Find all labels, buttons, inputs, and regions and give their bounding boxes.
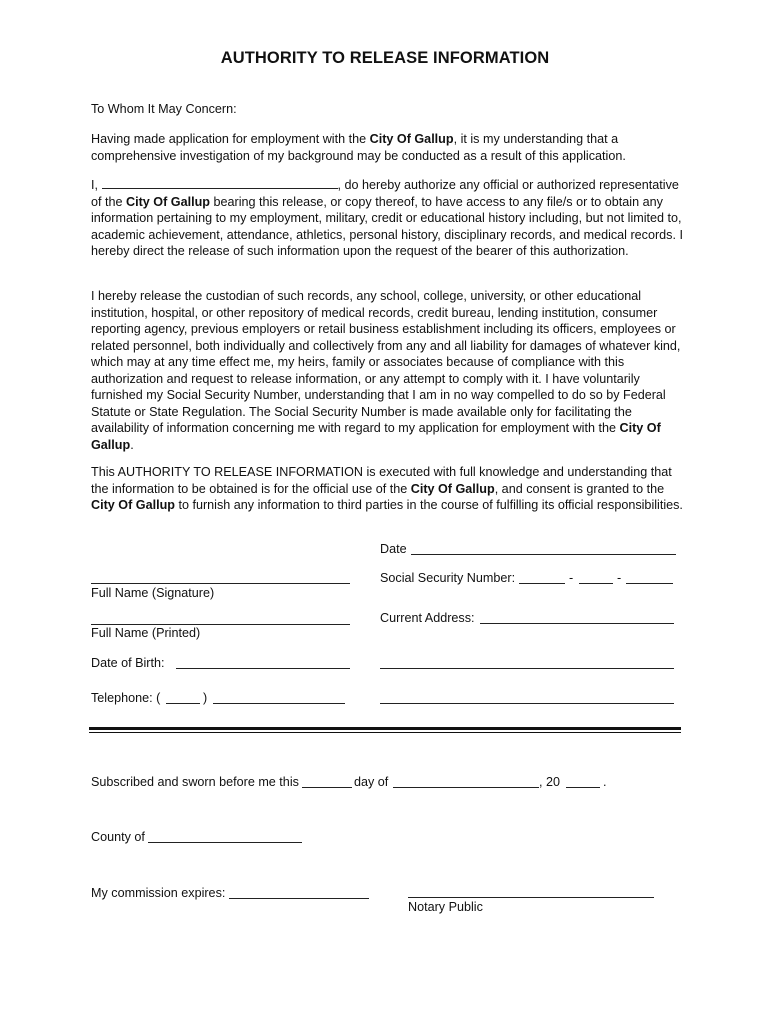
city-name: City Of Gallup [369,132,454,146]
notary-year-field[interactable] [566,787,600,788]
para4-text-pre: This AUTHORITY TO RELEASE INFORMATION is executed with full knowledge and understanding that the information to be obtained is for the official use of the [91,465,672,496]
address-line-2-field[interactable] [380,668,674,669]
signature-field[interactable] [91,583,350,584]
para3-text-pre: I hereby release the custodian of such records, any school, college, university, or other educational institution, hospital, or other repository of medical records, credit bureau, lending institution, consumer reporting agency, previous employers or retail business establishment including its officers, employees or related personnel, both individually and collectively from any and all liability for damages of whatever kind, which may at any time effect me, my heirs, family or associates because of compliance with this authorization and request to release information, or any attempt to comply with it. I have voluntarily furnished my Social Security Number, understanding that I am in no way compelled to do so by Federal Statute or State Regulation. The Social Security Number is made available only for facilitating the availability of information concerning me with regard to my application for employment with the [91,289,681,435]
date-of-birth-field[interactable] [176,668,350,669]
current-address-field[interactable] [480,623,674,624]
section-divider-thick [89,727,681,730]
subscribed-sworn-text: Subscribed and sworn before me this [91,775,299,789]
city-name: City Of Gallup [410,481,495,496]
ssn-label: Social Security Number: [380,571,516,585]
para1-text-post: , it is my understanding that a comprehensive investigation of my background may be conducted as a result of this application. [91,132,626,163]
notary-day-field[interactable] [302,787,352,788]
ssn-part1-field[interactable] [519,583,565,584]
salutation: To Whom It May Concern: [91,102,237,116]
section-divider-thin [89,732,681,733]
period-text: . [603,775,607,789]
year-prefix-text: , 20 [539,775,561,789]
current-address-label: Current Address: [380,611,475,625]
county-field[interactable] [148,842,302,843]
ssn-part2-field[interactable] [579,583,613,584]
notary-signature-field[interactable] [408,897,654,898]
city-name: City Of Gallup [91,421,661,452]
date-label: Date [380,542,407,556]
notary-public-label: Notary Public [408,900,483,914]
telephone-area-code-field[interactable] [166,703,200,704]
address-line-3-field[interactable] [380,703,674,704]
date-of-birth-label: Date of Birth: [91,656,165,670]
notary-month-field[interactable] [393,787,539,788]
full-name-printed-label: Full Name (Printed) [91,626,201,640]
telephone-paren-close: ) [203,691,208,705]
para2-text-pre: I, [91,178,102,192]
date-field[interactable] [411,554,676,555]
printed-name-field[interactable] [91,624,350,625]
para1-text-pre: Having made application for employment with the [91,132,370,146]
para2-text-mid: , do hereby authorize any official or authorized representative of the [91,178,679,209]
telephone-label: Telephone: ( [91,691,161,705]
paragraph-execution [91,464,685,514]
para3-text-post: . [130,437,134,452]
full-name-signature-label: Full Name (Signature) [91,586,215,600]
para4-text-post: to furnish any information to third parties in the course of fulfilling its official responsibilities. [174,498,683,512]
paragraph-authorization [91,177,685,260]
day-of-text: day of [354,775,389,789]
para4-text-mid: , and consent is granted to the [494,481,665,496]
paragraph-release-custodian [91,288,685,453]
ssn-dash: - [617,571,622,585]
commission-expires-label: My commission expires: [91,886,226,900]
form-title: AUTHORITY TO RELEASE INFORMATION [220,49,550,67]
para2-text-post: bearing this release, or copy thereof, to have access to any file/s or to obtain any information pertaining to my employment, military, credit or educational history including, but not limited to, academic achievement, attendance, athletics, personal history, disciplinary records, and medical records. I hereby direct the release of such information upon the request of the bearer of this authorization. [91,194,683,258]
paragraph-application [91,131,685,164]
commission-expires-field[interactable] [229,898,369,899]
city-name: City Of Gallup [91,498,175,512]
applicant-name-blank[interactable] [102,177,338,189]
city-name: City Of Gallup [126,194,210,209]
ssn-dash: - [569,571,574,585]
ssn-part3-field[interactable] [626,583,673,584]
county-label: County of [91,830,145,844]
telephone-number-field[interactable] [213,703,345,704]
